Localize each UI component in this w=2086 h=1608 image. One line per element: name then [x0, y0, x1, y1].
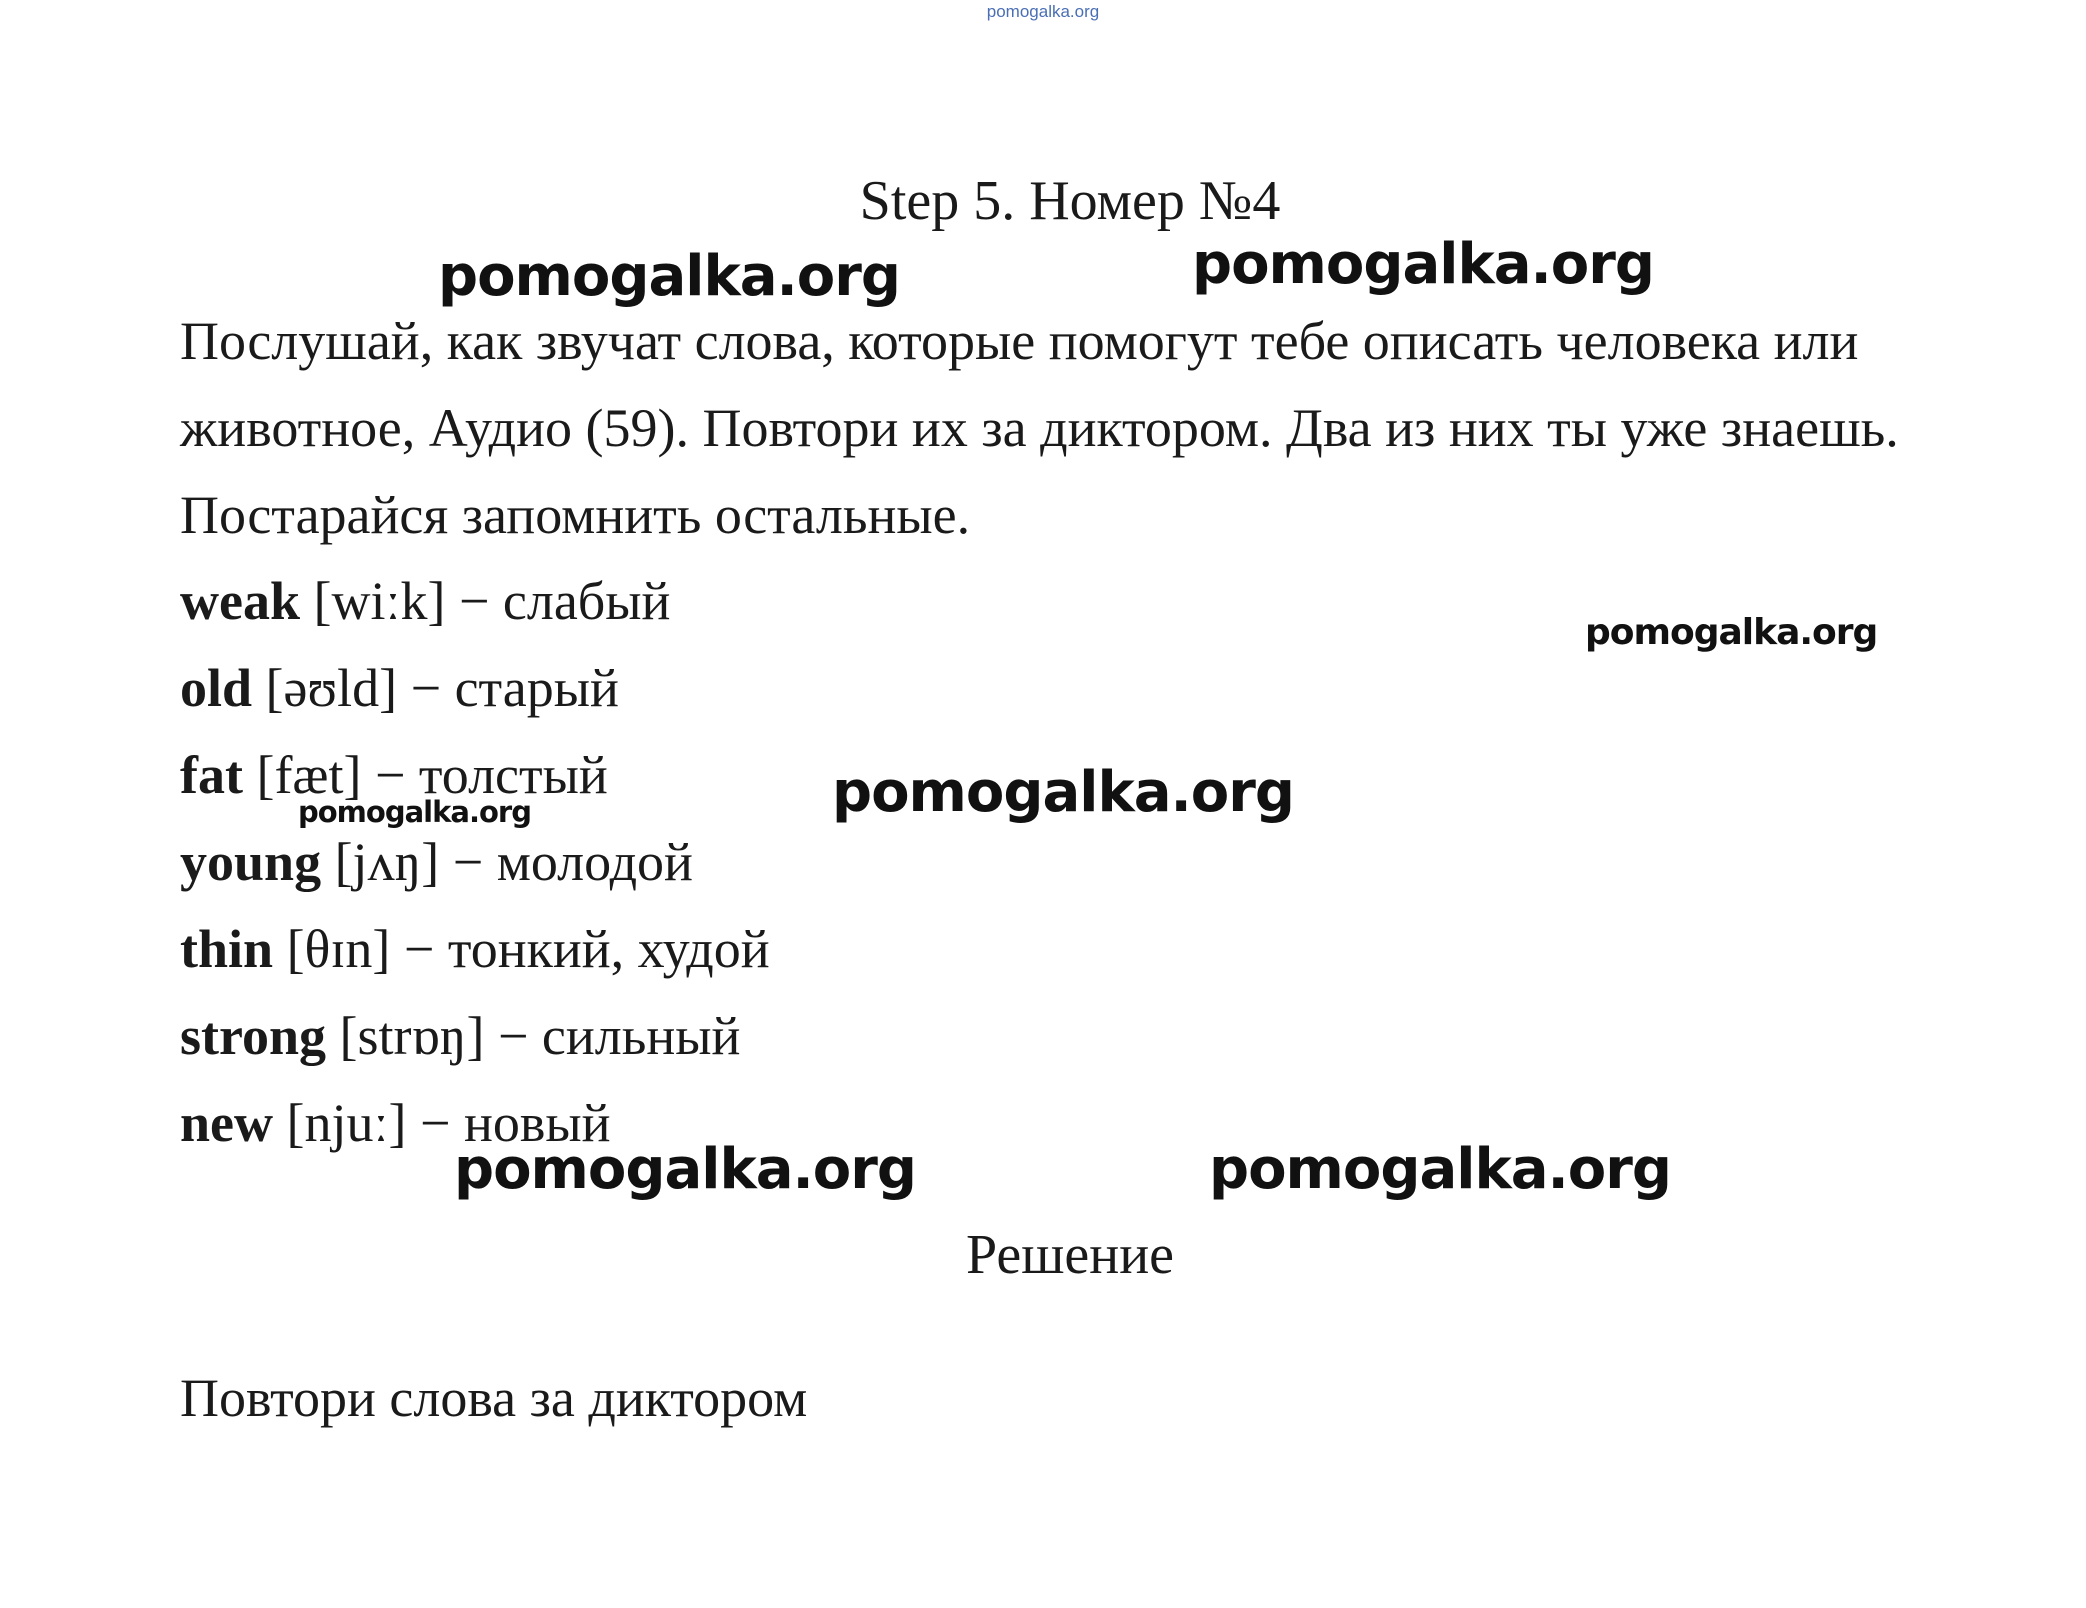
- vocab-translation: − старый: [410, 658, 619, 718]
- vocab-transcription: [θɪn]: [286, 919, 391, 979]
- vocab-word: thin: [180, 919, 274, 979]
- vocabulary-item: [180, 819, 770, 906]
- vocabulary-item: [180, 993, 770, 1080]
- watermark: pomogalka.org: [1192, 232, 1654, 297]
- vocab-word: new: [180, 1093, 273, 1153]
- vocabulary-item: [180, 906, 770, 993]
- vocab-word: young: [180, 832, 322, 892]
- vocab-transcription: [fæt]: [256, 745, 362, 805]
- vocab-transcription: [njuː]: [286, 1093, 407, 1153]
- vocabulary-item: [180, 645, 770, 732]
- vocabulary-item: [180, 558, 770, 645]
- watermark: pomogalka.org: [1209, 1137, 1671, 1202]
- watermark: pomogalka.org: [298, 795, 531, 829]
- watermark: pomogalka.org: [1585, 612, 1878, 653]
- solution-text: Повтори слова за диктором: [180, 1368, 808, 1428]
- vocab-transcription: [strɒŋ]: [339, 1006, 485, 1066]
- vocab-transcription: [wiːk]: [313, 571, 446, 631]
- vocab-word: weak: [180, 571, 300, 631]
- vocab-word: strong: [180, 1006, 327, 1066]
- site-link[interactable]: pomogalka.org: [986, 2, 1100, 21]
- vocab-transcription: [jʌŋ]: [334, 832, 440, 892]
- watermark: pomogalka.org: [454, 1137, 916, 1202]
- solution-heading: Решение: [965, 1224, 1175, 1286]
- vocab-word: old: [180, 658, 253, 718]
- vocab-translation: − новый: [419, 1093, 611, 1153]
- vocab-word: fat: [180, 745, 243, 805]
- vocab-translation: − молодой: [452, 832, 693, 892]
- vocab-translation: − сильный: [497, 1006, 741, 1066]
- vocabulary-list: [180, 558, 770, 1167]
- page-title: Step 5. Номер №4: [859, 170, 1281, 232]
- vocab-translation: − тонкий, худой: [403, 919, 770, 979]
- vocab-transcription: [əʊld]: [265, 658, 398, 718]
- watermark: pomogalka.org: [832, 760, 1294, 825]
- vocab-translation: − толстый: [374, 745, 608, 805]
- vocab-translation: − слабый: [458, 571, 671, 631]
- task-instructions: Послушай, как звучат слова, которые помогут тебе описать человека или животное, Аудио (59). Повтори их за диктором. Два из них ты уже знаешь. Постарайся запомнить остальные.: [180, 311, 1899, 545]
- watermark: pomogalka.org: [438, 244, 900, 309]
